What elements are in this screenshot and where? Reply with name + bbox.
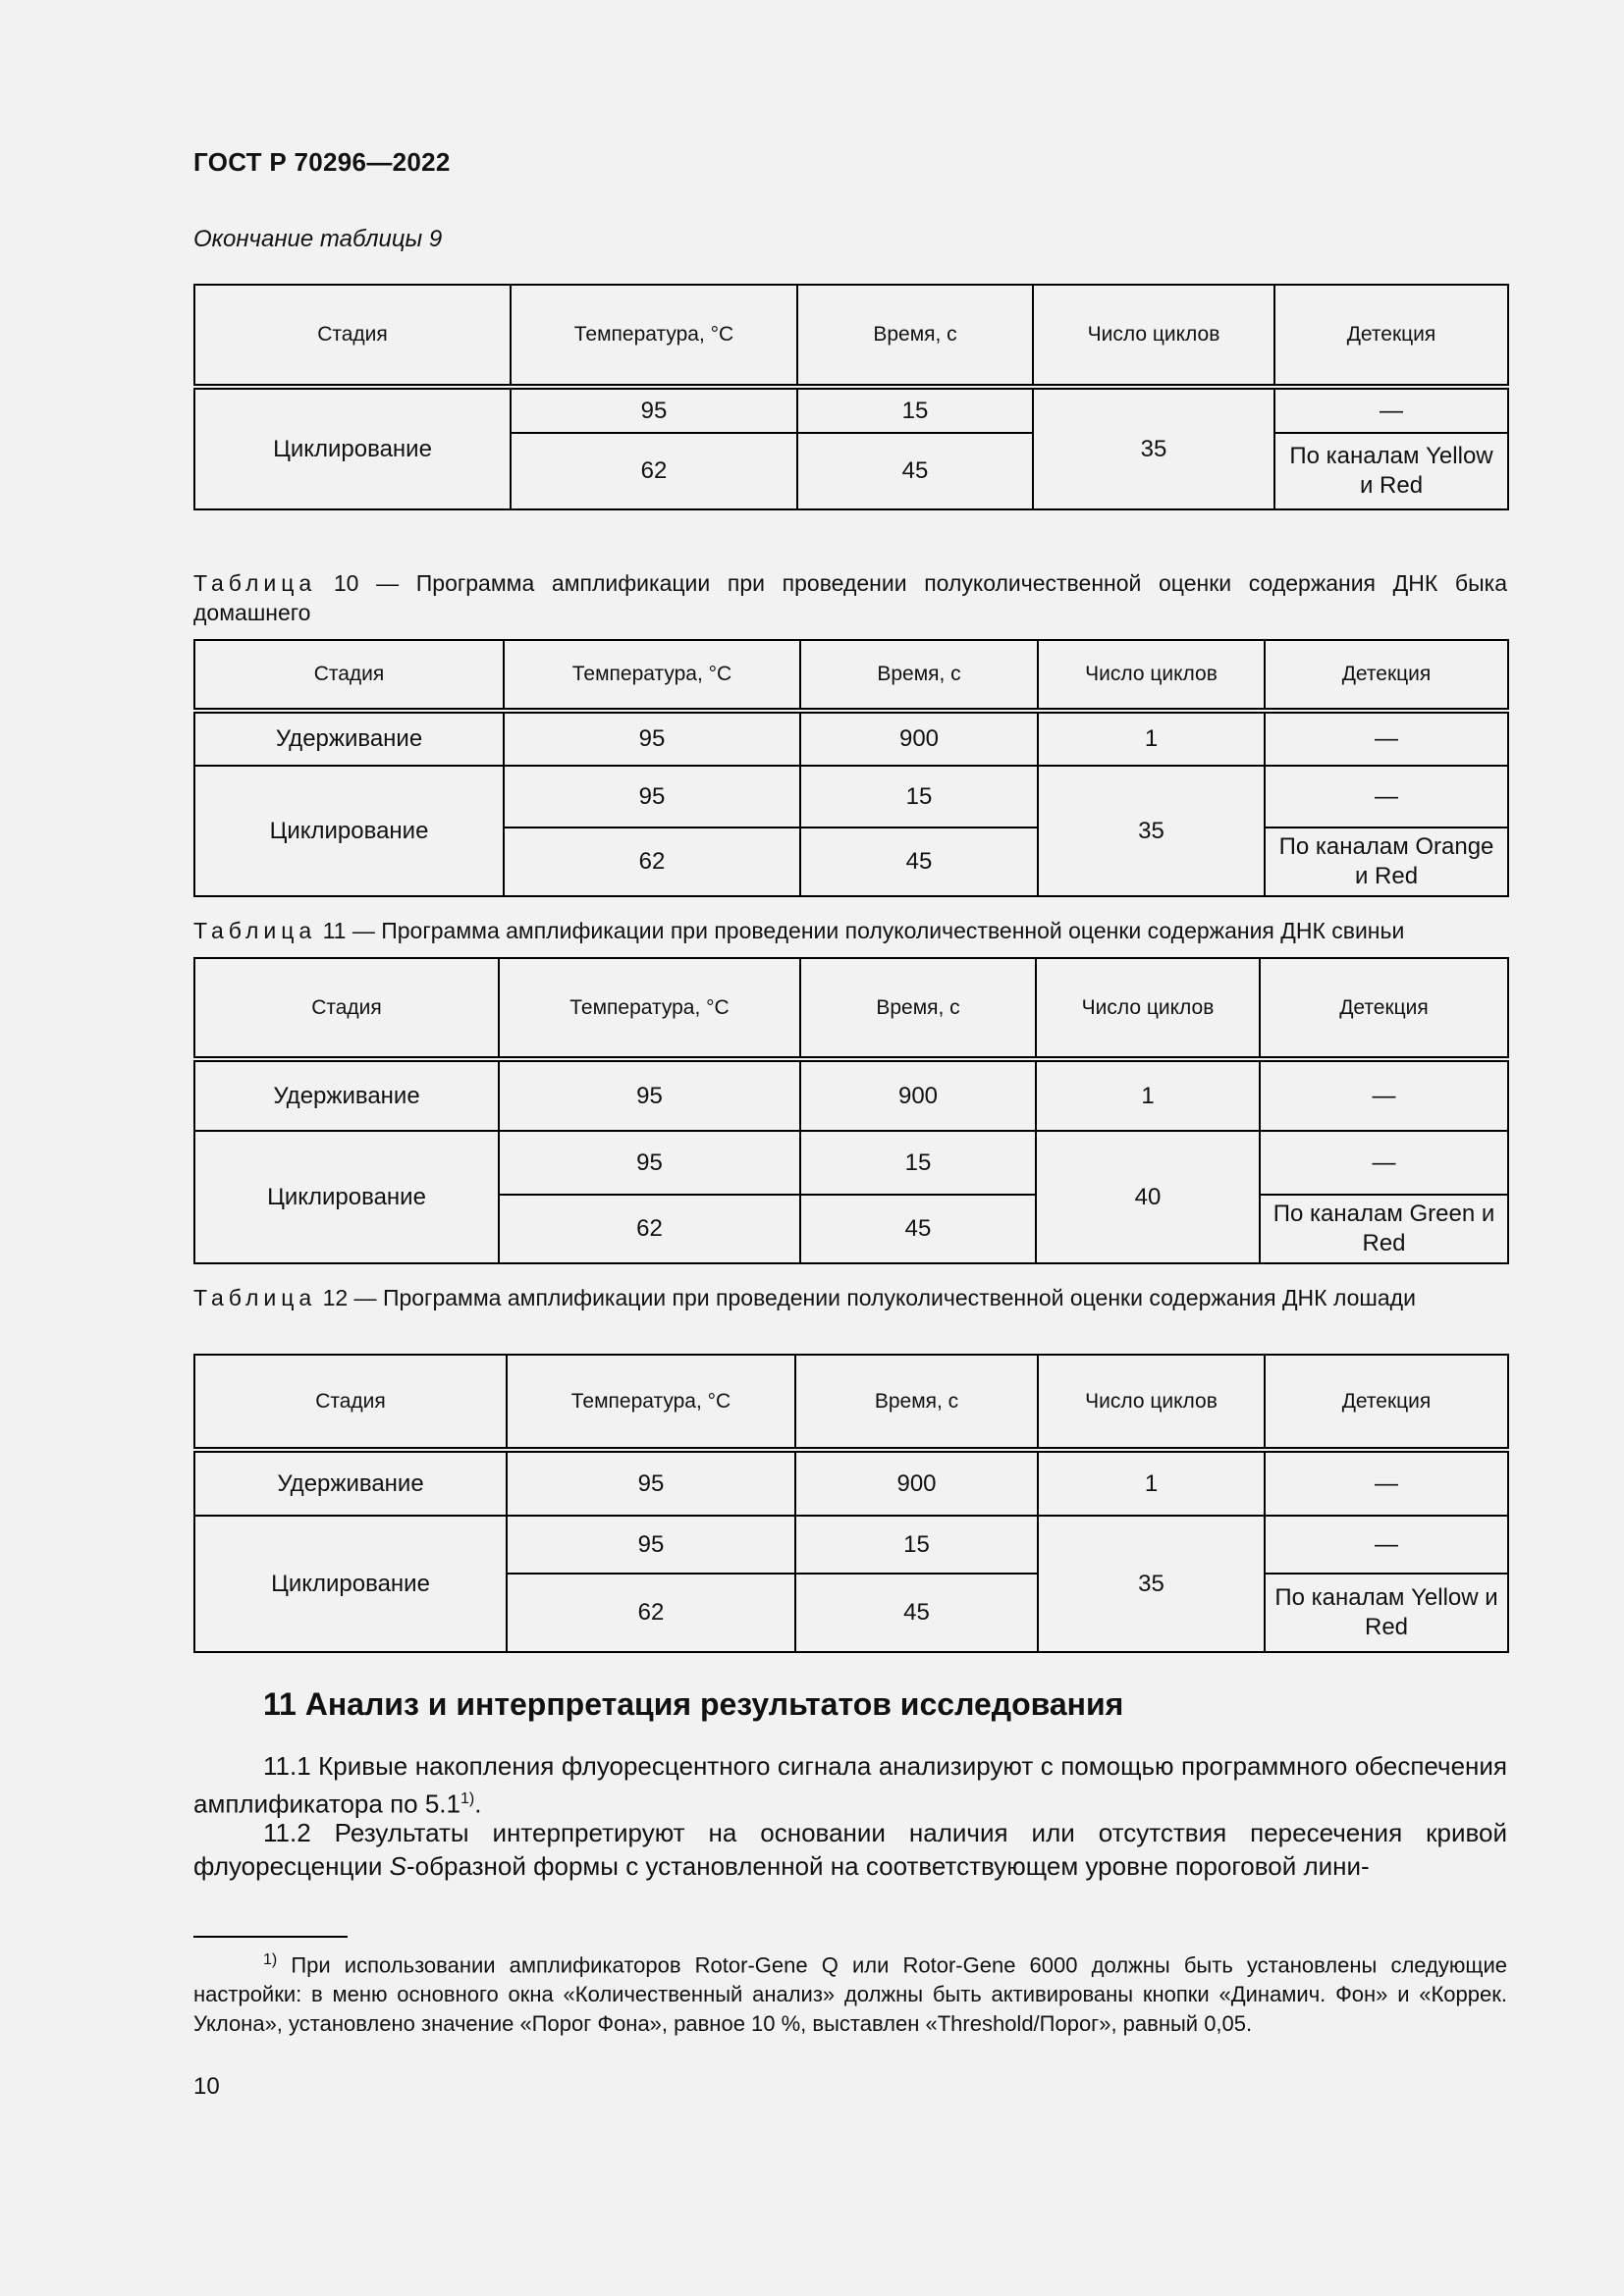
- footnote-ref: 1): [460, 1790, 475, 1807]
- detection-cell: —: [1265, 766, 1508, 828]
- detection-cell: —: [1260, 1131, 1508, 1195]
- header-stage: Стадия: [194, 1355, 507, 1450]
- header-stage: Стадия: [194, 958, 499, 1059]
- detection-cell: По каналам Orange и Red: [1265, 828, 1508, 896]
- table-header-row: [194, 958, 1508, 1059]
- header-time: Время, с: [797, 285, 1033, 387]
- time-cell: 900: [800, 711, 1038, 766]
- header-stage: Стадия: [194, 285, 511, 387]
- table-header-row: [194, 640, 1508, 711]
- time-cell: 900: [800, 1059, 1036, 1131]
- header-temperature: Температура, °С: [504, 640, 800, 711]
- temperature-cell: 95: [504, 766, 800, 828]
- temperature-cell: 62: [499, 1195, 800, 1263]
- header-detection: Детекция: [1265, 640, 1508, 711]
- header-stage: Стадия: [194, 640, 504, 711]
- table-header-row: [194, 1355, 1508, 1450]
- header-cycles: Число циклов: [1033, 285, 1274, 387]
- table9-continuation-caption: Окончание таблицы 9: [193, 226, 443, 252]
- table-row: [194, 1516, 1508, 1574]
- table-label: Таблица: [193, 918, 317, 943]
- temperature-cell: 95: [504, 711, 800, 766]
- document-code: ГОСТ Р 70296—2022: [193, 147, 451, 177]
- time-cell: 15: [800, 766, 1038, 828]
- paragraph-11-1: 11.1 Кривые накопления флуоресцентного сигнала анализируют с помощью программного обеспечения амплификатора по 5.1$^{1)}$.: [193, 1751, 1507, 1819]
- header-detection: Детекция: [1260, 958, 1508, 1059]
- header-cycles: Число циклов: [1036, 958, 1260, 1059]
- cycles-cell: 35: [1033, 387, 1274, 509]
- temperature-cell: 62: [504, 828, 800, 896]
- stage-cell: Удерживание: [194, 1450, 507, 1516]
- temperature-cell: 95: [507, 1450, 795, 1516]
- table-label: Таблица: [193, 570, 317, 596]
- table10-caption: Таблица 10 — Программа амплификации при проведении полуколичественной оценки содержания ДНК быка домашнего: [193, 570, 1507, 625]
- time-cell: 45: [797, 433, 1033, 509]
- table-label: Таблица: [193, 1285, 317, 1310]
- stage-cell: Циклирование: [194, 387, 511, 509]
- temperature-cell: 62: [507, 1574, 795, 1652]
- time-cell: 45: [800, 1195, 1036, 1263]
- detection-cell: —: [1260, 1059, 1508, 1131]
- header-time: Время, с: [795, 1355, 1038, 1450]
- header-temperature: Температура, °С: [499, 958, 800, 1059]
- header-temperature: Температура, °С: [511, 285, 797, 387]
- table-9: [193, 284, 1509, 510]
- detection-cell: —: [1274, 387, 1508, 433]
- header-time: Время, с: [800, 958, 1036, 1059]
- footnote-divider: [193, 1936, 348, 1938]
- cycles-cell: 35: [1038, 766, 1265, 896]
- stage-cell: Циклирование: [194, 1516, 507, 1652]
- detection-cell: —: [1265, 711, 1508, 766]
- header-detection: Детекция: [1274, 285, 1508, 387]
- detection-cell: По каналам Yellow и Red: [1274, 433, 1508, 509]
- time-cell: 15: [797, 387, 1033, 433]
- cycles-cell: 1: [1038, 1450, 1265, 1516]
- detection-cell: —: [1265, 1450, 1508, 1516]
- time-cell: 45: [795, 1574, 1038, 1652]
- table-12: [193, 1354, 1509, 1653]
- table-row: [194, 1131, 1508, 1195]
- header-cycles: Число циклов: [1038, 1355, 1265, 1450]
- time-cell: 900: [795, 1450, 1038, 1516]
- footnote: $^{1)}$ При использовании амплификаторов Rotor-Gene Q или Rotor-Gene 6000 должны быть установлены следующие настройки: в меню основного окна «Количественный анализ» должны быть активированы кнопки «Динамич. Фон» и «Коррек. Уклона», установлено значение «Порог Фона», равное 10 %, выставлен «Threshold/Порог», равный 0,05.: [193, 1951, 1507, 2037]
- table-10: [193, 639, 1509, 897]
- table-header-row: [194, 285, 1508, 387]
- table-row: [194, 1450, 1508, 1516]
- header-time: Время, с: [800, 640, 1038, 711]
- header-cycles: Число циклов: [1038, 640, 1265, 711]
- time-cell: 15: [795, 1516, 1038, 1574]
- table-row: [194, 711, 1508, 766]
- time-cell: 15: [800, 1131, 1036, 1195]
- paragraph-11-2: 11.2 Результаты интерпретируют на основании наличия или отсутствия пересечения кривой флуоресценции S-образной формы с установленной на соответствующем уровне пороговой лини-: [193, 1818, 1507, 1881]
- table-row: [194, 766, 1508, 828]
- cycles-cell: 35: [1038, 1516, 1265, 1652]
- page-number: 10: [193, 2073, 220, 2100]
- footnote-marker: 1): [263, 1951, 278, 1968]
- stage-cell: Удерживание: [194, 1059, 499, 1131]
- temperature-cell: 95: [511, 387, 797, 433]
- table-row: [194, 387, 1508, 433]
- cycles-cell: 1: [1036, 1059, 1260, 1131]
- detection-cell: —: [1265, 1516, 1508, 1574]
- cycles-cell: 40: [1036, 1131, 1260, 1263]
- stage-cell: Циклирование: [194, 766, 504, 896]
- table12-caption: Таблица 12 — Программа амплификации при проведении полуколичественной оценки содержания ДНК лошади: [193, 1285, 1416, 1310]
- stage-cell: Циклирование: [194, 1131, 499, 1263]
- section-heading: 11 Анализ и интерпретация результатов исследования: [263, 1686, 1124, 1722]
- temperature-cell: 95: [507, 1516, 795, 1574]
- temperature-cell: 62: [511, 433, 797, 509]
- header-detection: Детекция: [1265, 1355, 1508, 1450]
- temperature-cell: 95: [499, 1131, 800, 1195]
- detection-cell: По каналам Yellow и Red: [1265, 1574, 1508, 1652]
- table11-caption: Таблица 11 — Программа амплификации при проведении полуколичественной оценки содержания ДНК свиньи: [193, 918, 1405, 943]
- cycles-cell: 1: [1038, 711, 1265, 766]
- time-cell: 45: [800, 828, 1038, 896]
- table-row: [194, 1059, 1508, 1131]
- table-11: [193, 957, 1509, 1264]
- stage-cell: Удерживание: [194, 711, 504, 766]
- header-temperature: Температура, °С: [507, 1355, 795, 1450]
- temperature-cell: 95: [499, 1059, 800, 1131]
- detection-cell: По каналам Green и Red: [1260, 1195, 1508, 1263]
